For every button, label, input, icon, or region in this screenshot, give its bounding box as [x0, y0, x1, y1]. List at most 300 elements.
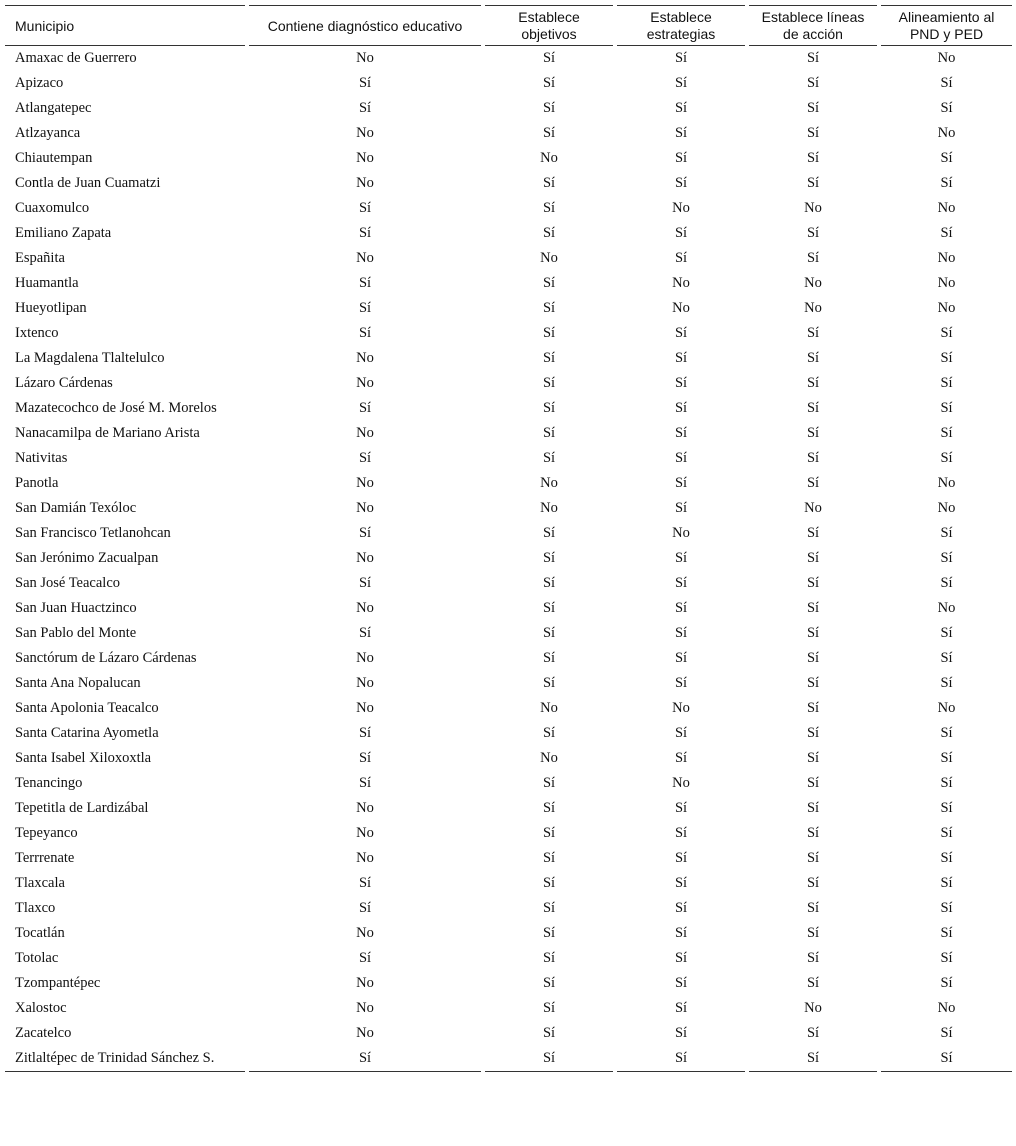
cell-municipio: Españita [15, 250, 65, 266]
cell-alineamiento: Sí [940, 100, 953, 116]
cell-alineamiento: Sí [940, 775, 953, 791]
cell-diagnostico: No [356, 675, 374, 691]
table-row [5, 396, 1012, 421]
table-row [5, 96, 1012, 121]
cell-objetivos: Sí [542, 275, 556, 291]
cell-municipio: San José Teacalco [15, 575, 121, 591]
cell-lineas: Sí [806, 125, 820, 141]
cell-diagnostico: No [356, 825, 374, 841]
cell-alineamiento: Sí [940, 950, 953, 966]
cell-alineamiento: No [937, 50, 956, 66]
cell-alineamiento: No [937, 1000, 956, 1016]
cell-municipio: La Magdalena Tlaltelulco [15, 350, 165, 366]
cell-municipio: Zacatelco [15, 1025, 72, 1041]
cell-estrategias: Sí [674, 425, 688, 441]
table-row [5, 121, 1012, 146]
cell-diagnostico: Sí [358, 900, 372, 916]
cell-alineamiento: Sí [940, 575, 953, 591]
cell-diagnostico: No [356, 375, 374, 391]
cell-alineamiento: Sí [940, 675, 953, 691]
cell-lineas: Sí [749, 1046, 877, 1072]
cell-lineas: Sí [806, 825, 820, 841]
cell-objetivos: Sí [542, 1000, 556, 1016]
cell-lineas: No [804, 1000, 822, 1016]
cell-objetivos: Sí [542, 775, 556, 791]
cell-diagnostico: No [356, 975, 374, 991]
table-row [5, 471, 1012, 496]
cell-estrategias: Sí [674, 400, 688, 416]
cell-diagnostico: No [356, 925, 374, 941]
cell-municipio: Tlaxcala [15, 875, 65, 891]
cell-diagnostico: No [356, 250, 374, 266]
cell-objetivos: Sí [542, 375, 556, 391]
cell-alineamiento: No [937, 475, 956, 491]
cell-alineamiento: Sí [940, 800, 953, 816]
table-row [5, 1021, 1012, 1046]
table-row [5, 546, 1012, 571]
cell-lineas: Sí [806, 250, 820, 266]
cell-lineas: Sí [806, 175, 820, 191]
cell-objetivos: No [540, 700, 558, 716]
cell-diagnostico: No [356, 800, 374, 816]
cell-objetivos: Sí [542, 50, 556, 66]
table-row [5, 571, 1012, 596]
table-row [5, 821, 1012, 846]
cell-municipio: Nanacamilpa de Mariano Arista [15, 425, 200, 441]
cell-objetivos: Sí [542, 850, 556, 866]
cell-estrategias: Sí [674, 75, 688, 91]
table-row [5, 921, 1012, 946]
cell-alineamiento: Sí [940, 750, 953, 766]
cell-objetivos: Sí [542, 425, 556, 441]
cell-diagnostico: No [356, 600, 374, 616]
cell-diagnostico: No [356, 1000, 374, 1016]
cell-lineas: Sí [806, 225, 820, 241]
cell-diagnostico: No [356, 350, 374, 366]
cell-alineamiento: Sí [940, 225, 953, 241]
cell-municipio: Chiautempan [15, 150, 93, 166]
cell-municipio: Tepetitla de Lardizábal [15, 800, 149, 816]
cell-diagnostico: Sí [358, 875, 372, 891]
cell-diagnostico: No [356, 150, 374, 166]
cell-alineamiento: Sí [940, 375, 953, 391]
table-row [5, 971, 1012, 996]
cell-estrategias: No [672, 700, 690, 716]
cell-municipio: Lázaro Cárdenas [15, 375, 113, 391]
cell-lineas: Sí [806, 75, 820, 91]
header-lineas [749, 5, 877, 46]
cell-objetivos: Sí [542, 975, 556, 991]
table-row [5, 346, 1012, 371]
cell-estrategias: Sí [674, 850, 688, 866]
cell-lineas: Sí [806, 600, 820, 616]
cell-diagnostico: Sí [358, 750, 372, 766]
header-lineas-line1: Establece líneas [761, 9, 865, 25]
cell-diagnostico: Sí [358, 950, 372, 966]
header-estrategias [617, 5, 745, 46]
table-row [5, 896, 1012, 921]
table-row [5, 371, 1012, 396]
cell-estrategias: No [672, 525, 690, 541]
cell-municipio: Totolac [15, 950, 59, 966]
cell-objetivos: Sí [542, 100, 556, 116]
cell-alineamiento: Sí [940, 525, 953, 541]
cell-objetivos: Sí [542, 950, 556, 966]
cell-objetivos: Sí [542, 325, 556, 341]
cell-municipio: Atlangatepec [15, 100, 92, 116]
cell-objetivos: Sí [542, 800, 556, 816]
cell-municipio: San Pablo del Monte [15, 625, 137, 641]
cell-municipio: Xalostoc [15, 1000, 67, 1016]
table-row [5, 646, 1012, 671]
cell-municipio: Santa Isabel Xiloxoxtla [15, 750, 152, 766]
cell-estrategias: Sí [674, 375, 688, 391]
cell-municipio: Emiliano Zapata [15, 225, 112, 241]
header-municipio-label: Municipio [15, 17, 75, 34]
cell-lineas: Sí [806, 575, 820, 591]
cell-diagnostico: No [356, 475, 374, 491]
cell-municipio: Tepeyanco [15, 825, 78, 841]
cell-estrategias: Sí [674, 800, 688, 816]
cell-estrategias: Sí [674, 325, 688, 341]
cell-lineas: Sí [806, 725, 820, 741]
cell-diagnostico: No [356, 500, 374, 516]
cell-municipio: San Juan Huactzinco [15, 600, 137, 616]
table-row [5, 521, 1012, 546]
cell-lineas: Sí [806, 100, 820, 116]
cell-diagnostico: Sí [358, 200, 372, 216]
cell-alineamiento: Sí [940, 1025, 953, 1041]
table-header [5, 5, 1012, 46]
cell-estrategias: Sí [674, 1000, 688, 1016]
cell-alineamiento: Sí [940, 625, 953, 641]
cell-diagnostico: Sí [358, 775, 372, 791]
table-row [5, 696, 1012, 721]
cell-objetivos: Sí [485, 1046, 613, 1072]
cell-objetivos: No [540, 750, 558, 766]
cell-objetivos: No [540, 500, 558, 516]
cell-objetivos: Sí [542, 575, 556, 591]
cell-lineas: No [804, 300, 822, 316]
cell-diagnostico: No [356, 50, 374, 66]
cell-diagnostico: No [356, 650, 374, 666]
cell-diagnostico: Sí [358, 300, 372, 316]
table-row [5, 421, 1012, 446]
cell-lineas: Sí [806, 150, 820, 166]
cell-estrategias: Sí [674, 675, 688, 691]
cell-diagnostico: Sí [358, 725, 372, 741]
cell-estrategias: Sí [674, 50, 688, 66]
municipios-table [5, 5, 1012, 1072]
cell-municipio: San Damián Texóloc [15, 500, 137, 516]
cell-objetivos: Sí [542, 400, 556, 416]
cell-diagnostico: Sí [358, 100, 372, 116]
cell-lineas: Sí [806, 950, 820, 966]
cell-objetivos: Sí [542, 900, 556, 916]
cell-lineas: Sí [806, 550, 820, 566]
table-container [5, 5, 1012, 1072]
cell-lineas: No [804, 275, 822, 291]
cell-alineamiento: Sí [940, 875, 953, 891]
table-row [5, 46, 1012, 71]
table-row [5, 321, 1012, 346]
cell-estrategias: Sí [674, 625, 688, 641]
cell-lineas: Sí [806, 475, 820, 491]
cell-diagnostico: Sí [358, 225, 372, 241]
cell-lineas: Sí [806, 50, 820, 66]
cell-lineas: Sí [806, 625, 820, 641]
cell-estrategias: Sí [674, 875, 688, 891]
header-objetivos [485, 5, 613, 46]
table-row [5, 996, 1012, 1021]
table-row [5, 946, 1012, 971]
cell-objetivos: Sí [542, 350, 556, 366]
table-row [5, 246, 1012, 271]
header-alineamiento-line1: Alineamiento al [898, 9, 995, 25]
cell-alineamiento: Sí [940, 150, 953, 166]
cell-estrategias: Sí [617, 1046, 745, 1072]
cell-estrategias: No [672, 775, 690, 791]
cell-estrategias: Sí [674, 950, 688, 966]
cell-diagnostico: Sí [358, 400, 372, 416]
cell-municipio: Zitlaltépec de Trinidad Sánchez S. [5, 1046, 245, 1072]
header-alineamiento-line2: PND y PED [909, 26, 984, 42]
table-row [5, 871, 1012, 896]
cell-municipio: Tlaxco [15, 900, 56, 916]
cell-alineamiento: Sí [940, 425, 953, 441]
cell-estrategias: No [672, 275, 690, 291]
table-row [5, 1046, 1012, 1072]
cell-objetivos: Sí [542, 200, 556, 216]
table-row [5, 796, 1012, 821]
cell-lineas: Sí [806, 875, 820, 891]
cell-municipio: Panotla [15, 475, 59, 491]
cell-lineas: Sí [806, 325, 820, 341]
cell-alineamiento: Sí [940, 725, 953, 741]
cell-lineas: No [804, 500, 822, 516]
cell-lineas: Sí [806, 375, 820, 391]
cell-alineamiento: Sí [881, 1046, 1012, 1072]
cell-lineas: Sí [806, 450, 820, 466]
cell-diagnostico: No [356, 1025, 374, 1041]
cell-estrategias: Sí [674, 175, 688, 191]
table-row [5, 171, 1012, 196]
cell-municipio: San Francisco Tetlanohcan [15, 525, 171, 541]
cell-estrategias: Sí [674, 600, 688, 616]
cell-estrategias: Sí [674, 475, 688, 491]
cell-estrategias: Sí [674, 750, 688, 766]
table-row [5, 721, 1012, 746]
cell-municipio: Nativitas [15, 450, 68, 466]
header-municipio [5, 5, 245, 46]
cell-municipio: Cuaxomulco [15, 200, 90, 216]
cell-alineamiento: Sí [940, 975, 953, 991]
cell-objetivos: No [540, 250, 558, 266]
table-row [5, 446, 1012, 471]
cell-municipio: Tocatlán [15, 925, 65, 941]
header-row [5, 5, 1012, 46]
table-row [5, 846, 1012, 871]
cell-lineas: Sí [806, 425, 820, 441]
cell-alineamiento: Sí [940, 450, 953, 466]
cell-lineas: Sí [806, 800, 820, 816]
header-estrategias-line2: estrategias [646, 26, 716, 42]
cell-municipio: Apizaco [15, 75, 64, 91]
header-alineamiento [881, 5, 1012, 46]
cell-objetivos: Sí [542, 925, 556, 941]
cell-alineamiento: No [937, 125, 956, 141]
cell-objetivos: Sí [542, 125, 556, 141]
cell-alineamiento: Sí [940, 550, 953, 566]
cell-estrategias: Sí [674, 500, 688, 516]
cell-estrategias: No [672, 200, 690, 216]
table-row [5, 771, 1012, 796]
cell-diagnostico: Sí [358, 525, 372, 541]
cell-objetivos: Sí [542, 75, 556, 91]
cell-municipio: Terrrenate [15, 850, 75, 866]
cell-lineas: Sí [806, 925, 820, 941]
cell-municipio: Atlzayanca [15, 125, 81, 141]
header-estrategias-line1: Establece [650, 9, 712, 25]
cell-diagnostico: No [356, 550, 374, 566]
header-objetivos-line1: Establece [518, 9, 580, 25]
cell-diagnostico: Sí [358, 325, 372, 341]
cell-municipio: Santa Catarina Ayometla [15, 725, 159, 741]
cell-alineamiento: No [937, 300, 956, 316]
cell-alineamiento: Sí [940, 900, 953, 916]
header-lineas-line2: de acción [783, 26, 843, 42]
header-diagnostico [249, 5, 481, 46]
cell-alineamiento: Sí [940, 850, 953, 866]
cell-objetivos: Sí [542, 625, 556, 641]
cell-objetivos: Sí [542, 825, 556, 841]
cell-objetivos: Sí [542, 550, 556, 566]
cell-objetivos: Sí [542, 300, 556, 316]
table-row [5, 146, 1012, 171]
cell-lineas: Sí [806, 750, 820, 766]
cell-estrategias: Sí [674, 450, 688, 466]
cell-estrategias: Sí [674, 250, 688, 266]
cell-municipio: Santa Apolonia Teacalco [15, 700, 159, 716]
cell-objetivos: Sí [542, 1025, 556, 1041]
table-row [5, 496, 1012, 521]
cell-estrategias: Sí [674, 1025, 688, 1041]
table-row [5, 221, 1012, 246]
cell-municipio: Ixtenco [15, 325, 59, 341]
cell-municipio: Mazatecochco de José M. Morelos [15, 400, 217, 416]
header-diagnostico-label: Contiene diagnóstico educativo [267, 17, 463, 34]
cell-estrategias: Sí [674, 725, 688, 741]
cell-lineas: Sí [806, 525, 820, 541]
cell-estrategias: Sí [674, 150, 688, 166]
cell-diagnostico: No [356, 850, 374, 866]
cell-estrategias: Sí [674, 550, 688, 566]
cell-municipio: Tzompantépec [15, 975, 101, 991]
table-row [5, 271, 1012, 296]
cell-objetivos: No [540, 475, 558, 491]
cell-lineas: Sí [806, 350, 820, 366]
cell-alineamiento: Sí [940, 75, 953, 91]
cell-estrategias: Sí [674, 350, 688, 366]
table-row [5, 71, 1012, 96]
cell-municipio: San Jerónimo Zacualpan [15, 550, 159, 566]
table-row [5, 596, 1012, 621]
cell-diagnostico: Sí [249, 1046, 481, 1072]
cell-alineamiento: Sí [940, 925, 953, 941]
cell-lineas: No [804, 200, 822, 216]
cell-alineamiento: Sí [940, 825, 953, 841]
cell-municipio: Contla de Juan Cuamatzi [15, 175, 161, 191]
cell-estrategias: Sí [674, 225, 688, 241]
cell-objetivos: Sí [542, 600, 556, 616]
cell-objetivos: Sí [542, 675, 556, 691]
table-row [5, 746, 1012, 771]
cell-objetivos: Sí [542, 725, 556, 741]
cell-alineamiento: Sí [940, 350, 953, 366]
cell-diagnostico: Sí [358, 450, 372, 466]
cell-estrategias: Sí [674, 650, 688, 666]
cell-alineamiento: No [937, 200, 956, 216]
table-row [5, 621, 1012, 646]
cell-lineas: Sí [806, 675, 820, 691]
cell-estrategias: Sí [674, 975, 688, 991]
table-body [5, 46, 1012, 1072]
cell-diagnostico: No [356, 425, 374, 441]
cell-diagnostico: Sí [358, 625, 372, 641]
cell-municipio: Tenancingo [15, 775, 83, 791]
cell-alineamiento: No [937, 275, 956, 291]
header-objetivos-line2: objetivos [521, 26, 577, 42]
cell-alineamiento: Sí [940, 650, 953, 666]
cell-lineas: Sí [806, 900, 820, 916]
cell-alineamiento: Sí [940, 325, 953, 341]
cell-lineas: Sí [806, 1025, 820, 1041]
cell-alineamiento: No [937, 250, 956, 266]
cell-municipio: Sanctórum de Lázaro Cárdenas [15, 650, 197, 666]
cell-diagnostico: No [356, 125, 374, 141]
table-row [5, 296, 1012, 321]
cell-objetivos: Sí [542, 525, 556, 541]
cell-lineas: Sí [806, 400, 820, 416]
cell-lineas: Sí [806, 700, 820, 716]
cell-estrategias: Sí [674, 825, 688, 841]
cell-municipio: Amaxac de Guerrero [15, 50, 137, 66]
cell-alineamiento: Sí [940, 400, 953, 416]
cell-estrategias: Sí [674, 575, 688, 591]
cell-objetivos: Sí [542, 875, 556, 891]
cell-diagnostico: Sí [358, 275, 372, 291]
cell-alineamiento: No [937, 600, 956, 616]
cell-diagnostico: Sí [358, 575, 372, 591]
cell-diagnostico: No [356, 700, 374, 716]
cell-objetivos: Sí [542, 450, 556, 466]
cell-estrategias: Sí [674, 125, 688, 141]
cell-municipio: Hueyotlipan [15, 300, 87, 316]
cell-alineamiento: No [937, 500, 956, 516]
cell-lineas: Sí [806, 775, 820, 791]
cell-alineamiento: Sí [940, 175, 953, 191]
cell-alineamiento: No [937, 700, 956, 716]
table-row [5, 196, 1012, 221]
cell-objetivos: Sí [542, 175, 556, 191]
cell-objetivos: No [540, 150, 558, 166]
cell-lineas: Sí [806, 850, 820, 866]
cell-municipio: Huamantla [15, 275, 79, 291]
cell-estrategias: Sí [674, 925, 688, 941]
cell-objetivos: Sí [542, 650, 556, 666]
cell-estrategias: Sí [674, 100, 688, 116]
cell-diagnostico: Sí [358, 75, 372, 91]
